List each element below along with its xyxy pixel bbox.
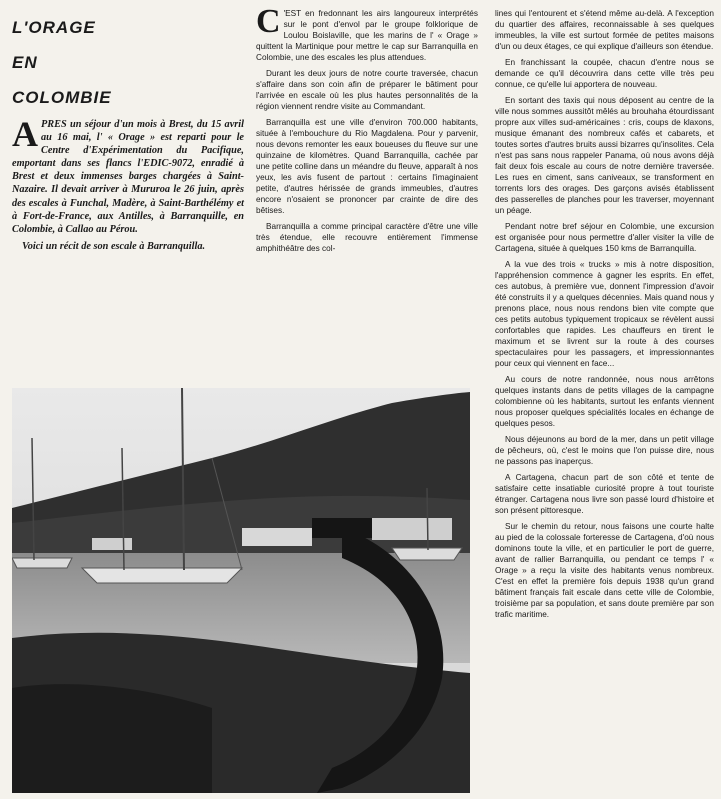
col3-paragraph-8: Sur le chemin du retour, nous faisons une courte halte au pied de la colossale forteresse de Cartagena, d'où nous dominons toute la ville, et en particulier le port de guerre, avant de rallier Barranquilla, ou pendant ce temps l' « Orage » a reçu la visite des habitants venus nombreux. C'est en effet la première fois depuis 1938 qu'un grand bâtiment français fait escale dans cette ville de Colombie, troisième par sa population, et sans doute première par son trafic maritime.: [495, 522, 714, 619]
article-intro: [12, 114, 244, 257]
col3-paragraph-5: Au cours de notre randonnée, nous nous arrêtons quelques instants dans de petits villages de la campagne colombienne où les habitants, surtout les enfants viennent nous proposer quelques spécialités locales en échange de quelques pesos.: [495, 375, 714, 428]
col3-paragraph-6: Nous déjeunons au bord de la mer, dans un petit village de pêcheurs, où, c'est le moins que l'on puisse dire, nous ne passons pas inaperçus.: [495, 435, 714, 466]
title-line-1: L'ORAGE: [12, 18, 96, 37]
col3-paragraph-1: En franchissant la coupée, chacun d'entre nous se demande ce qu'il découvrira dans cette ville très peu connue, ce qu'elle lui apportera de nouveau.: [495, 58, 714, 89]
intro-paragraph-1: [12, 114, 244, 236]
harbour-photo-image: [12, 388, 470, 793]
col2-paragraph-2: Durant les deux jours de notre courte traversée, chacun s'affaire dans son coin afin de préparer le bâtiment pour l'arrivée en escale où les plus hautes personnalités de la région viennent rendre visite au Commandant.: [256, 69, 478, 111]
col3-paragraph-4: A la vue des trois « trucks » mis à notre disposition, l'appréhension commence à gagner les esprits. En effet, ces autobus, à première vue, donnent l'impression d'avoir été construits il y a quelques décennies. Mais quand nous y prenons place, nous nous rendons bien vite compte que ces petits autobus typiquement tropicaux se révèlent aussi confortables que rapides. Les chauffeurs en tirent le maximum et se livrent sur la route à des courses spectaculaires pour les passagers, et impressionnantes pour ceux qui viennent en face...: [495, 260, 714, 368]
title-line-2: EN: [12, 53, 38, 72]
col3-paragraph-0: lines qui l'entourent et s'étend même au-delà. A l'exception du quartier des affaires, reconnaissable à ses quelques immeubles, la ville est surtout formée de petites maisons d'un ou deux étages, ce qui explique d'ailleurs son étendue.: [495, 9, 714, 51]
title-line-3: COLOMBIE: [12, 88, 112, 107]
article-column-2: [256, 3, 478, 259]
col2-paragraph-1-text: 'EST en fredonnant les airs langoureux interprétés sur le pont d'envol par le groupe folklorique de Loulou Boislaville, que les marins de l' « Orage » quittent la Martinique pour mettre le cap sur Barranquilla en Colombie, une des escales les plus attendues.: [256, 9, 478, 62]
harbour-photo: [12, 388, 470, 793]
col2-paragraph-4: Barranquilla a comme principal caractère d'être une ville très étendue, elle recouvre entièrement l'immense amphithéâtre des col-: [256, 222, 478, 253]
col2-paragraph-1: [256, 3, 478, 63]
col3-paragraph-2: En sortant des taxis qui nous déposent au centre de la ville nous sommes aussitôt mêlés au brouhaha étourdissant propre aux villes sud-américaines : cris, coups de klaxons, musique émanant des nombreux cafés et cabarets, et toutes sortes d'autres bruits aussi bizarres qu'insolites. Cela n'est pas sans nous rappeler Panama, où nous avons déjà fait deux fois escale au cours de notre dernière traversée. Les rues en ciment, sans caniveaux, se transforment en torrents lors des orages. Des garçons avisés établissent des passerelles de planches pour les traverser, moyennant un péage.: [495, 96, 714, 215]
col3-paragraph-7: A Cartagena, chacun part de son côté et tente de satisfaire cette insatiable curiosité propre à tout touriste étranger. Cartagena nous livre son passé lourd d'histoire et son présent pittoresque.: [495, 473, 714, 515]
intro-paragraph-2: Voici un récit de son escale à Barranquilla.: [22, 240, 206, 252]
col2-paragraph-3: Barranquilla est une ville d'environ 700.000 habitants, située à l'embouchure du Rio Magdalena. Pour y parvenir, nous devons remonter les eaux boueuses du fleuve sur une quinzaine de kilomètres. Quand Barranquilla, cachée par une petite colline dans un méandre du fleuve, apparaît à nos yeux, les avis fusent de partout : certains l'imaginaient petite, d'autres hérissée de grands immeubles, d'autres encore n'osaient se prononcer par crainte de dire des bêtises.: [256, 118, 478, 215]
col2-drop-cap: C: [256, 3, 281, 40]
article-title: [12, 10, 242, 115]
intro-drop-cap: A: [12, 114, 38, 154]
col3-paragraph-3: Pendant notre bref séjour en Colombie, une excursion est organisée pour nous permettre d'aller visiter la ville de Cartagena, située à quelques 150 kms de Barranquilla.: [495, 222, 714, 253]
article-column-3: [495, 8, 714, 625]
intro-paragraph-1-text: PRES un séjour d'un mois à Brest, du 15 avril au 16 mai, l' « Orage » est reparti pour le Centre d'Expérimentation du Pacifique, emportant dans ses flancs l'EDIC-9072, enradié à Brest et deux immenses barges chargées à Saint-Nazaire. Il devait arriver à Mururoa le 26 juin, après des escales à Funchal, Madère, à Saint-Barthélémy et à Fort-de-France, aux Antilles, à Barranquille, en Colombie, à Callao au Pérou.: [12, 119, 244, 235]
